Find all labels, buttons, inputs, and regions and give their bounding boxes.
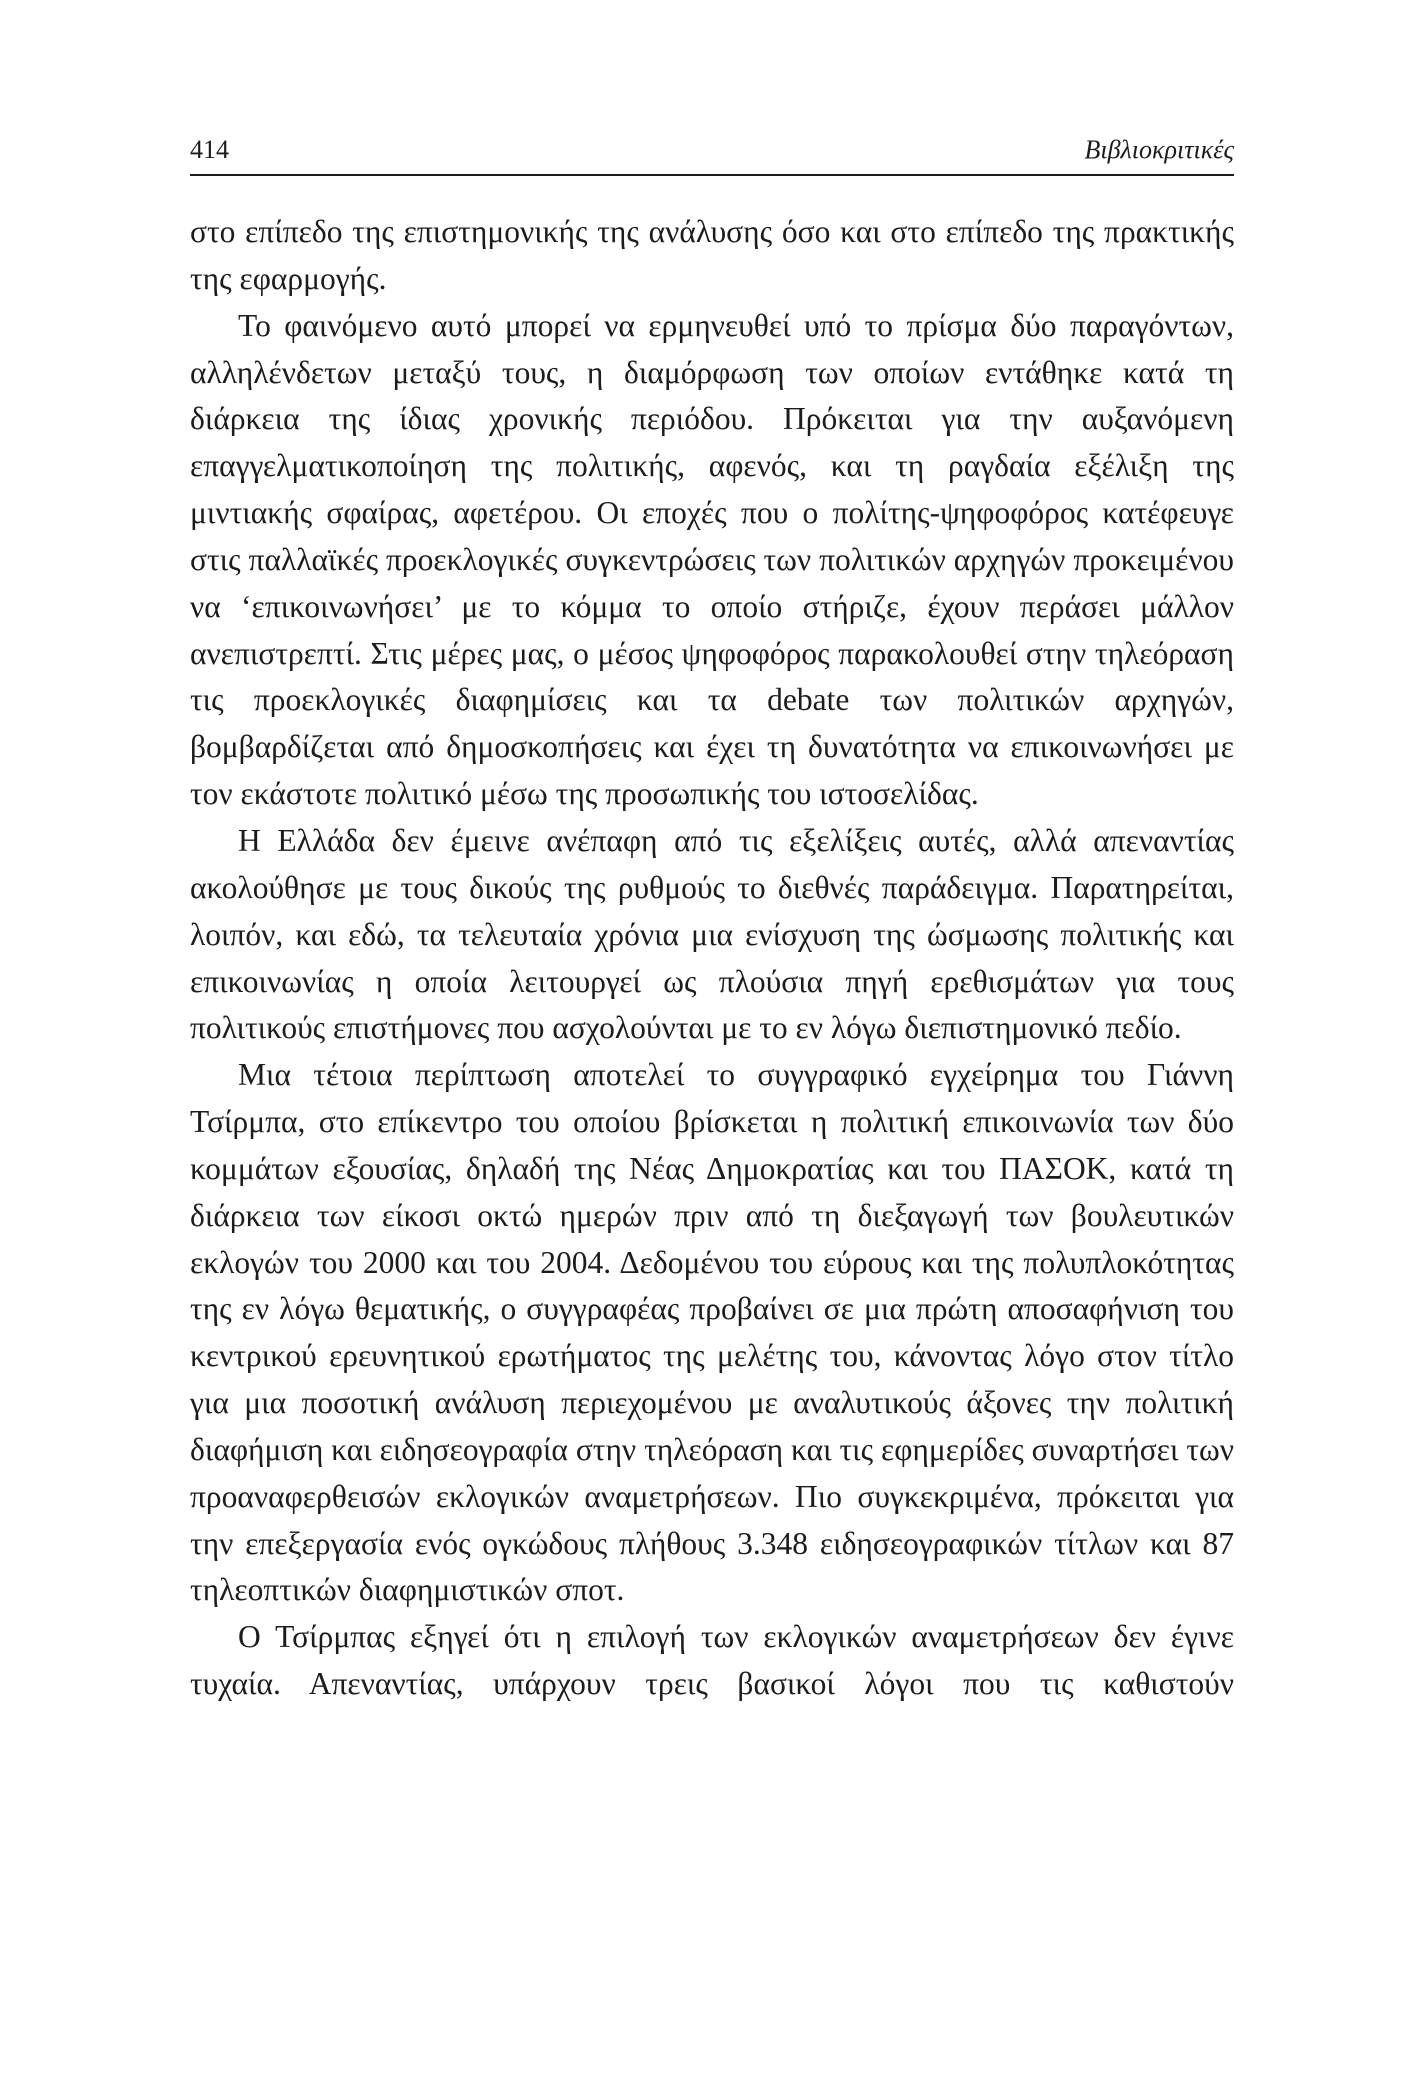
paragraph-3: Η Ελλάδα δεν έμεινε ανέπαφη από τις εξελίξεις αυτές, αλλά απεναντίας ακολούθησε με τους δικούς της ρυθμούς το διεθνές παράδειγμα. Παρατηρείται, λοιπόν, και εδώ, τα τελευταία χρόνια μια ενίσχυση της ώσμωσης πολιτικής και επικοινωνίας η οποία λειτουργεί ως πλούσια πηγή ερεθισμάτων για τους πολιτικούς επιστήμονες που ασχολούνται με το εν λόγω διεπιστημονικό πεδίο.: [190, 822, 1234, 1046]
section-title: Βιβλιοκριτικές: [1084, 135, 1234, 164]
paragraph-5: Ο Τσίρμπας εξηγεί ότι η επιλογή των εκλογικών αναμετρήσεων δεν έγινε τυχαία. Απεναντίας, υπάρχουν τρεις βασικοί λόγοι που τις καθιστούν: [190, 1619, 1234, 1702]
paragraph-2: Το φαινόμενο αυτό μπορεί να ερμηνευθεί υπό το πρίσμα δύο παραγόντων, αλληλένδετων μεταξύ τους, η διαμόρφωση των οποίων εντάθηκε κατά τη διάρκεια της ίδιας χρονικής περιόδου. Πρόκειται για την αυξανόμενη επαγγελματικοποίηση της πολιτικής, αφενός, και τη ραγδαία εξέλιξη της μιντιακής σφαίρας, αφετέρου. Οι εποχές που ο πολίτης-ψηφοφόρος κατέφευγε στις παλλαϊκές προεκλογικές συγκεντρώσεις των πολιτικών αρχηγών προκειμένου να ‘επικοινωνήσει’ με το κόμμα το οποίο στήριζε, έχουν περάσει μάλλον ανεπιστρεπτί. Στις μέρες μας, ο μέσος ψηφοφόρος παρακολουθεί στην τηλεόραση τις προεκλογικές διαφημίσεις και τα debate των πολιτικών αρχηγών, βομβαρδίζεται από δημοσκοπήσεις και έχει τη δυνατότητα να επικοινωνήσει με τον εκάστοτε πολιτικό μέσω της προσωπικής του ιστοσελίδας.: [190, 307, 1234, 812]
paragraph-1: στο επίπεδο της επιστημονικής της ανάλυσης όσο και στο επίπεδο της πρακτικής της εφαρμογής.: [190, 214, 1234, 296]
body-text: [190, 209, 1234, 1708]
header-rule: [190, 174, 1234, 176]
running-head: [190, 130, 1234, 170]
page-number: 414: [190, 135, 229, 164]
paragraph-4: Μια τέτοια περίπτωση αποτελεί το συγγραφικό εγχείρημα του Γιάννη Τσίρμπα, στο επίκεντρο του οποίου βρίσκεται η πολιτική επικοινωνία των δύο κομμάτων εξουσίας, δηλαδή της Νέας Δημοκρατίας και του ΠΑΣΟΚ, κατά τη διάρκεια των είκοσι οκτώ ημερών πριν από τη διεξαγωγή των βουλευτικών εκλογών του 2000 και του 2004. Δεδομένου του εύρους και της πολυπλοκότητας της εν λόγω θεματικής, ο συγγραφέας προβαίνει σε μια πρώτη αποσαφήνιση του κεντρικού ερευνητικού ερωτήματος της μελέτης του, κάνοντας λόγο στον τίτλο για μια ποσοτική ανάλυση περιεχομένου με αναλυτικούς άξονες την πολιτική διαφήμιση και ειδησεογραφία στην τηλεόραση και τις εφημερίδες συναρτήσει των προαναφερθεισών εκλογικών αναμετρήσεων. Πιο συγκεκριμένα, πρόκειται για την επεξεργασία ενός ογκώδους πλήθους 3.348 ειδησεογραφικών τίτλων και 87 τηλεοπτικών διαφημιστικών σποτ.: [190, 1057, 1234, 1608]
book-page: [190, 130, 1234, 1708]
